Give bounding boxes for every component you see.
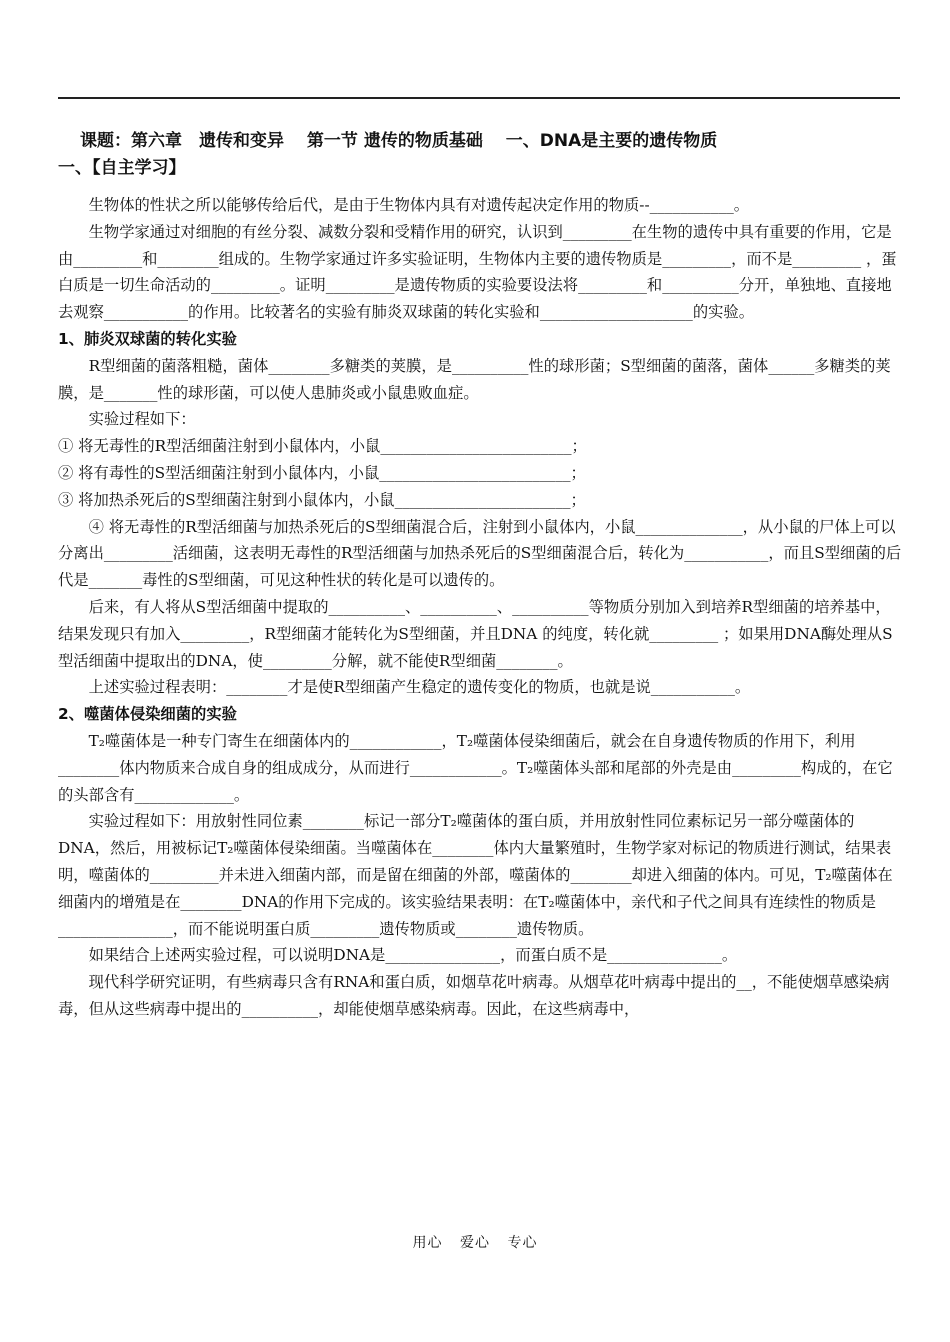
- section-1-paragraph-4: 上述实验过程表明：________才是使R型细菌产生稳定的遗传变化的物质，也就是说___________。: [88, 678, 751, 697]
- section-1-heading: 1、肺炎双球菌的转化实验: [58, 329, 237, 348]
- section-1-paragraph-2: 实验过程如下：: [88, 410, 196, 429]
- section-2-paragraph-2: 实验过程如下：用放射性同位素________标记一部分T₂噬菌体的蛋白质，并用放射性同位素标记另一部分噬菌体的DNA，然后，用被标记T₂噬菌体侵染细菌。当噬菌体在________体内大量繁殖时，生物学家对标记的物质进行测试，结果表明，噬菌体的_________并未进入细菌内部，而是留在细菌的外部，噬菌体的________却进入细菌的体内。可见，T₂噬菌体在细菌内的增殖是在________DNA的作用下完成的。该实验结果表明：在T₂噬菌体中，亲代和子代之间具有连续性的物质是_______________，而不能说明蛋白质_________遗传物质或________遗传物质。: [58, 812, 893, 938]
- page-footer: 用心 爱心 专心: [412, 1235, 538, 1251]
- page-title: [58, 128, 900, 182]
- worksheet-body: [58, 192, 904, 1023]
- title-line-1: 课题：第六章 遗传和变异 第一节 遗传的物质基础 一、DNA是主要的遗传物质: [80, 131, 718, 151]
- experiment-step-3: ③ 将加热杀死后的S型细菌注射到小鼠体内，小鼠_______________________；: [58, 490, 586, 509]
- header-rule: [58, 97, 900, 99]
- experiment-step-1: ① 将无毒性的R型活细菌注射到小鼠体内，小鼠_________________________；: [58, 437, 587, 456]
- section-1-paragraph-1: R型细菌的菌落粗糙，菌体________多糖类的荚膜，是__________性的球形菌；S型细菌的菌落，菌体______多糖类的荚膜，是_______性的球形菌，可以使人患肺炎或小鼠患败血症。: [58, 356, 891, 402]
- paragraph-2: 生物学家通过对细胞的有丝分裂、减数分裂和受精作用的研究，认识到_________在生物的遗传中具有重要的作用，它是由_________和________组成的。生物学家通过许多实验证明，生物体内主要的遗传物质是_________，而不是_________ ，蛋白质是一切生命活动的_________。证明_________是遗传物质的实验要设法将_________和__________分开，单独地、直接地去观察___________的作用。比较著名的实验有肺炎双球菌的转化实验和____________________的实验。: [58, 222, 897, 322]
- section-2-heading: 2、噬菌体侵染细菌的实验: [58, 705, 237, 724]
- paragraph-1: 生物体的性状之所以能够传给后代，是由于生物体内具有对遗传起决定作用的物质--___________。: [88, 196, 750, 214]
- section-1-paragraph-3: 后来，有人将从S型活细菌中提取的__________、__________、__________等物质分别加入到培养R型细菌的培养基中，结果发现只有加入_________，R型细菌才能转化为S型细菌，并且DNA 的纯度，转化就_________ ；如果用DNA酶处理从S型活细菌中提取出的DNA，使_________分解，就不能使R型细菌________。: [58, 597, 893, 670]
- section-2-paragraph-4: 现代科学研究证明，有些病毒只含有RNA和蛋白质，如烟草花叶病毒。从烟草花叶病毒中提出的__，不能使烟草感染病毒，但从这些病毒中提出的__________，却能使烟草感染病毒。因此，在这些病毒中，: [58, 973, 890, 1018]
- experiment-step-2: ② 将有毒性的S型活细菌注射到小鼠体内，小鼠_________________________；: [58, 463, 586, 482]
- title-line-2: 一、【自主学习】: [58, 158, 186, 178]
- experiment-step-4: ④ 将无毒性的R型活细菌与加热杀死后的S型细菌混合后，注射到小鼠体内，小鼠______________，从小鼠的尸体上可以分离出_________活细菌，这表明无毒性的R型活细菌与加热杀死后的S型细菌混合后，转化为___________，而且S型细菌的后代是_______毒性的S型细菌，可见这种性状的转化是可以遗传的。: [58, 517, 902, 590]
- section-2-paragraph-3: 如果结合上述两实验过程，可以说明DNA是_______________，而蛋白质不是_______________。: [88, 946, 738, 965]
- section-2-paragraph-1: T₂噬菌体是一种专门寄生在细菌体内的____________，T₂噬菌体侵染细菌后，就会在自身遗传物质的作用下，利用________体内物质来合成自身的组成成分，从而进行____________。T₂噬菌体头部和尾部的外壳是由_________构成的，在它的头部含有_____________。: [58, 731, 893, 804]
